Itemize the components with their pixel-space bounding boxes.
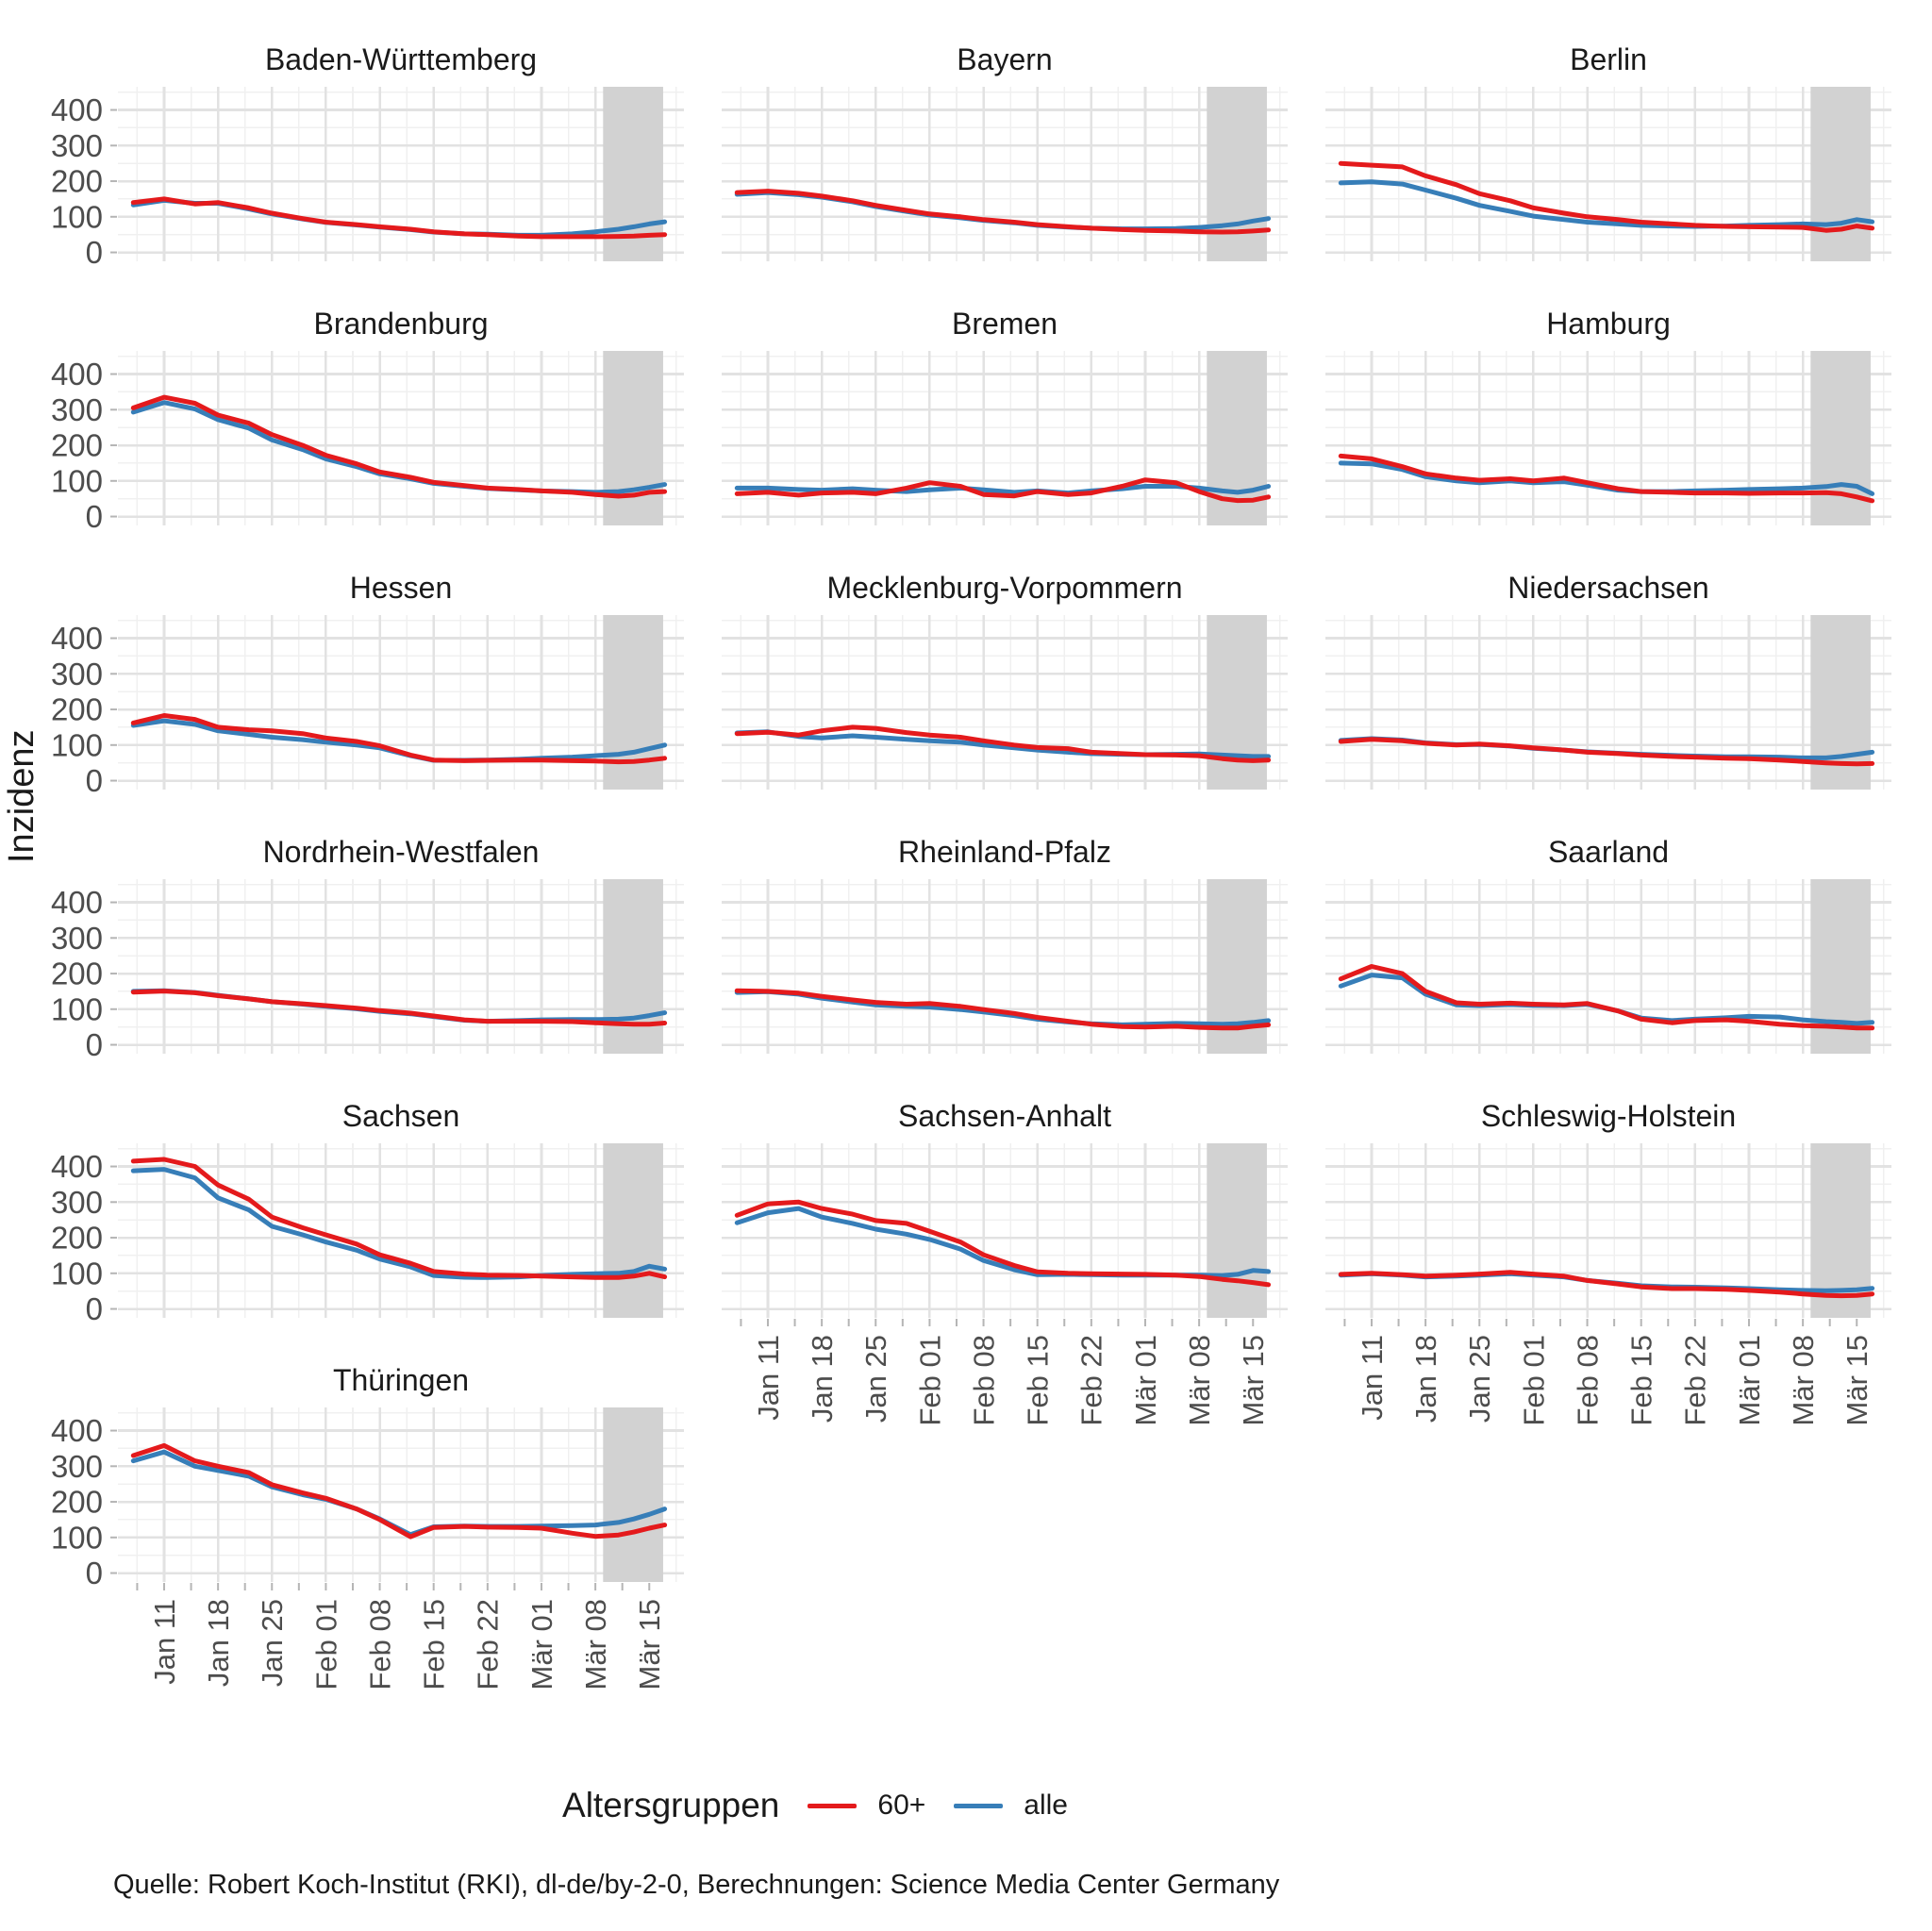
y-tick-label: 200 xyxy=(50,691,103,727)
y-tick-label: 0 xyxy=(85,763,103,799)
y-tick-label: 100 xyxy=(50,1256,103,1291)
x-tick-label: Feb 01 xyxy=(913,1335,947,1426)
facet-rheinland-pfalz xyxy=(646,832,1297,1067)
facet-title: Bayern xyxy=(957,42,1053,76)
legend-title: Altersgruppen xyxy=(562,1786,780,1824)
y-tick-label: 0 xyxy=(85,1027,103,1063)
x-axis xyxy=(1344,1319,1874,1426)
y-tick-label: 300 xyxy=(50,391,103,427)
x-tick-label: Mär 01 xyxy=(525,1599,558,1690)
y-tick-label: 200 xyxy=(50,1484,103,1520)
panel xyxy=(722,87,1288,261)
panel xyxy=(118,879,684,1054)
y-axis xyxy=(51,885,117,1062)
facet-mecklenburg-vorpommern xyxy=(646,568,1297,803)
y-tick-label: 0 xyxy=(85,235,103,271)
y-tick-label: 200 xyxy=(50,427,103,463)
facet-thueringen xyxy=(42,1360,693,1744)
panel xyxy=(118,87,684,261)
x-tick-label: Jan 18 xyxy=(1408,1335,1442,1423)
facet-brandenburg xyxy=(42,304,693,539)
x-axis xyxy=(137,1583,666,1690)
y-tick-label: 400 xyxy=(50,357,103,392)
facet-sachsen-anhalt xyxy=(646,1096,1297,1480)
panel xyxy=(118,1407,684,1582)
y-tick-label: 400 xyxy=(50,1149,103,1185)
y-tick-label: 200 xyxy=(50,163,103,199)
recent-data-band xyxy=(603,1407,663,1582)
y-tick-label: 400 xyxy=(50,1413,103,1449)
x-tick-label: Feb 08 xyxy=(1571,1335,1605,1426)
panel xyxy=(118,351,684,525)
y-tick-label: 400 xyxy=(50,885,103,921)
legend-item-alle xyxy=(954,1790,1068,1822)
facet-hessen xyxy=(42,568,693,803)
legend-key-60plus-line xyxy=(808,1804,857,1808)
x-tick-label: Feb 08 xyxy=(967,1335,1001,1426)
facet-sachsen xyxy=(42,1096,693,1331)
panel xyxy=(1325,351,1891,525)
facet-title: Hamburg xyxy=(1546,307,1671,341)
facet-title: Rheinland-Pfalz xyxy=(898,835,1111,869)
x-tick-label: Feb 22 xyxy=(1074,1335,1108,1426)
y-tick-label: 200 xyxy=(50,1220,103,1256)
x-tick-label: Jan 18 xyxy=(201,1599,235,1688)
x-tick-label: Mär 15 xyxy=(1840,1335,1874,1426)
x-tick-label: Mär 01 xyxy=(1128,1335,1162,1426)
facet-title: Schleswig-Holstein xyxy=(1480,1099,1737,1133)
facet-title: Saarland xyxy=(1547,835,1670,869)
legend-item-60plus xyxy=(808,1790,925,1822)
y-tick-label: 100 xyxy=(50,463,103,499)
x-tick-label: Feb 15 xyxy=(1624,1335,1658,1426)
facet-title: Nordrhein-Westfalen xyxy=(262,835,540,869)
x-tick-label: Feb 01 xyxy=(1517,1335,1551,1426)
x-tick-label: Jan 25 xyxy=(256,1599,290,1688)
panel xyxy=(1325,87,1891,261)
y-tick-label: 300 xyxy=(50,127,103,163)
y-axis xyxy=(51,621,117,798)
facet-title: Thüringen xyxy=(332,1363,470,1397)
x-tick-label: Mär 01 xyxy=(1732,1335,1766,1426)
x-tick-label: Feb 01 xyxy=(309,1599,343,1690)
panel xyxy=(118,615,684,790)
recent-data-band xyxy=(1810,87,1871,261)
facet-bayern xyxy=(646,40,1297,275)
y-axis xyxy=(51,1413,117,1590)
x-tick-label: Jan 11 xyxy=(147,1599,181,1685)
panel xyxy=(722,351,1288,525)
y-axis xyxy=(51,357,117,534)
facet-niedersachsen xyxy=(1250,568,1901,803)
y-tick-label: 0 xyxy=(85,1291,103,1327)
source-note: Quelle: Robert Koch-Institut (RKI), dl-de/by-2-0, Berechnungen: Science Media Center Germany xyxy=(113,1870,1280,1900)
y-tick-label: 400 xyxy=(50,621,103,657)
facet-title: Berlin xyxy=(1570,42,1647,76)
x-tick-label: Jan 11 xyxy=(1355,1335,1389,1421)
y-tick-label: 100 xyxy=(50,1520,103,1556)
facet-saarland xyxy=(1250,832,1901,1067)
facet-title: Bremen xyxy=(951,307,1058,341)
facet-hamburg xyxy=(1250,304,1901,539)
facet-title: Hessen xyxy=(349,571,453,605)
facet-nordrhein-westfalen xyxy=(42,832,693,1067)
x-tick-label: Mär 08 xyxy=(1786,1335,1820,1426)
legend-key-alle-line xyxy=(954,1804,1003,1808)
x-tick-label: Mär 08 xyxy=(1182,1335,1216,1426)
facet-title: Baden-Württemberg xyxy=(264,42,538,76)
x-tick-label: Feb 08 xyxy=(363,1599,397,1690)
facet-schleswig-holstein xyxy=(1250,1096,1901,1480)
x-tick-label: Feb 15 xyxy=(1021,1335,1055,1426)
facet-baden-wuerttemberg xyxy=(42,40,693,275)
panel xyxy=(722,879,1288,1054)
facet-title: Niedersachsen xyxy=(1507,571,1709,605)
y-tick-label: 100 xyxy=(50,991,103,1027)
panel xyxy=(1325,879,1891,1054)
x-tick-label: Jan 18 xyxy=(805,1335,839,1423)
facet-title: Sachsen xyxy=(341,1099,460,1133)
y-axis xyxy=(51,1149,117,1326)
x-tick-label: Feb 15 xyxy=(417,1599,451,1690)
y-tick-label: 300 xyxy=(50,1184,103,1220)
facet-title: Sachsen-Anhalt xyxy=(898,1099,1111,1133)
x-tick-label: Mär 15 xyxy=(633,1599,667,1690)
legend xyxy=(0,1786,1630,1825)
legend-label-alle: alle xyxy=(1024,1790,1068,1821)
x-tick-label: Mär 15 xyxy=(1237,1335,1271,1426)
x-tick-label: Jan 11 xyxy=(751,1335,785,1421)
y-tick-label: 300 xyxy=(50,656,103,691)
y-tick-label: 0 xyxy=(85,499,103,535)
facet-bremen xyxy=(646,304,1297,539)
y-tick-label: 100 xyxy=(50,727,103,763)
x-tick-label: Jan 25 xyxy=(1463,1335,1497,1423)
x-tick-label: Feb 22 xyxy=(471,1599,505,1690)
panel xyxy=(1325,615,1891,790)
y-axis xyxy=(51,92,117,270)
y-tick-label: 300 xyxy=(50,1448,103,1484)
x-tick-label: Mär 08 xyxy=(578,1599,612,1690)
y-tick-label: 300 xyxy=(50,920,103,956)
legend-label-60plus: 60+ xyxy=(877,1790,926,1821)
y-tick-label: 0 xyxy=(85,1556,103,1591)
facet-berlin xyxy=(1250,40,1901,275)
x-tick-label: Jan 25 xyxy=(859,1335,893,1423)
panel xyxy=(722,1143,1288,1318)
panel xyxy=(118,1143,684,1318)
y-axis-title: Inzidenz xyxy=(2,729,42,863)
x-tick-label: Feb 22 xyxy=(1678,1335,1712,1426)
y-tick-label: 400 xyxy=(50,92,103,128)
facet-title: Mecklenburg-Vorpommern xyxy=(826,571,1183,605)
panel xyxy=(722,615,1288,790)
y-tick-label: 100 xyxy=(50,199,103,235)
facet-title: Brandenburg xyxy=(313,307,489,341)
y-tick-label: 200 xyxy=(50,956,103,991)
panel xyxy=(1325,1143,1891,1318)
x-axis xyxy=(741,1319,1270,1426)
